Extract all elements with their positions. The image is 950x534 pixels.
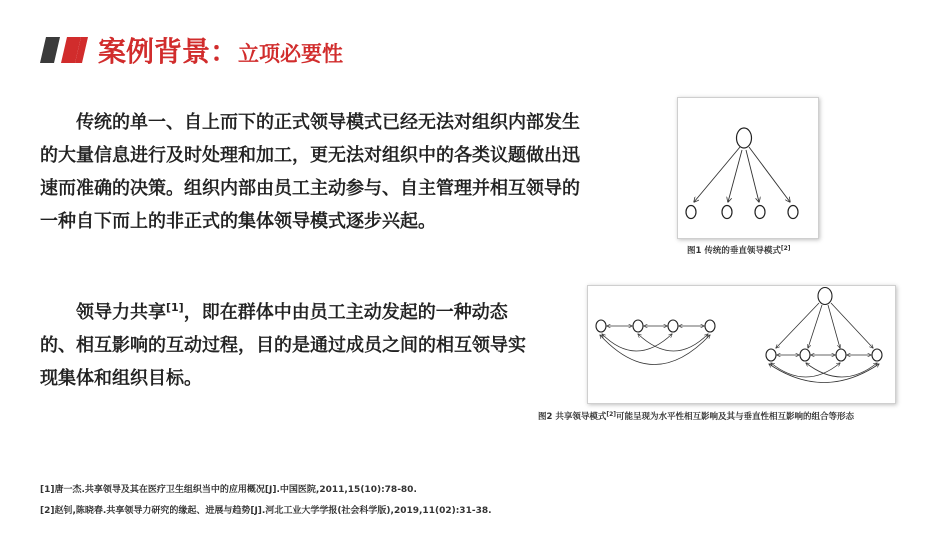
figure-shared-leadership	[587, 285, 896, 404]
citation-marker: [1]	[166, 301, 184, 314]
paragraph-shared-leadership	[40, 296, 530, 395]
shared-leadership-diagram	[588, 286, 895, 403]
horizontal-node-1	[596, 320, 606, 332]
combined-leader-node	[818, 288, 832, 305]
references	[40, 480, 492, 522]
combined-node-2	[800, 349, 810, 361]
combined-node-1	[766, 349, 776, 361]
horizontal-node-4	[705, 320, 715, 332]
page-title-main: 案例背景：	[98, 35, 239, 68]
combined-node-3	[836, 349, 846, 361]
vertical-leadership-diagram	[678, 98, 818, 238]
page-title	[98, 32, 343, 76]
figure2-caption: 图2 共享领导模式[2]可能呈现为水平性相互影响及其与垂直性相互影响的组合等形态	[538, 411, 855, 422]
arrow-top-to-node-4	[749, 147, 790, 202]
member-node-3	[755, 206, 765, 219]
member-node-4	[788, 206, 798, 219]
horizontal-node-3	[668, 320, 678, 332]
reference-1: [1]唐一杰.共享领导及其在医疗卫生组织当中的应用概况[J].中国医院,2011,15(10):78-80.	[40, 485, 417, 495]
arrow-top-to-node-1	[694, 147, 740, 202]
figure-vertical-leadership	[677, 97, 819, 239]
leader-node	[737, 128, 752, 148]
reference-2: [2]赵钊,陈晓春.共享领导力研究的缘起、进展与趋势[J].河北工业大学学报(社会科学版),2019,11(02):31-38.	[40, 506, 492, 516]
combined-node-4	[872, 349, 882, 361]
member-node-2	[722, 206, 732, 219]
member-node-1	[686, 206, 696, 219]
arrow-top-to-node-2	[728, 150, 742, 202]
shared-leadership-term: 领导力共享	[76, 302, 166, 323]
title-decoration-icon	[40, 37, 88, 63]
figure1-caption: 图1 传统的垂直领导模式[2]	[687, 245, 791, 256]
paragraph-traditional-leadership: 传统的单一、自上而下的正式领导模式已经无法对组织内部发生的大量信息进行及时处理和加工，更无法对组织中的各类议题做出迅速而准确的决策。组织内部由员工主动参与、自主管理并相互领导的一种自下而上的非正式的集体领导模式逐步兴起。	[40, 112, 580, 232]
horizontal-node-2	[633, 320, 643, 332]
page-title-sub: 立项必要性	[238, 42, 344, 66]
shared-leadership-definition: ，即在群体中由员工主动发起的一种动态的、相互影响的互动过程，目的是通过成员之间的相互领导实现集体和组织目标。	[40, 302, 526, 389]
